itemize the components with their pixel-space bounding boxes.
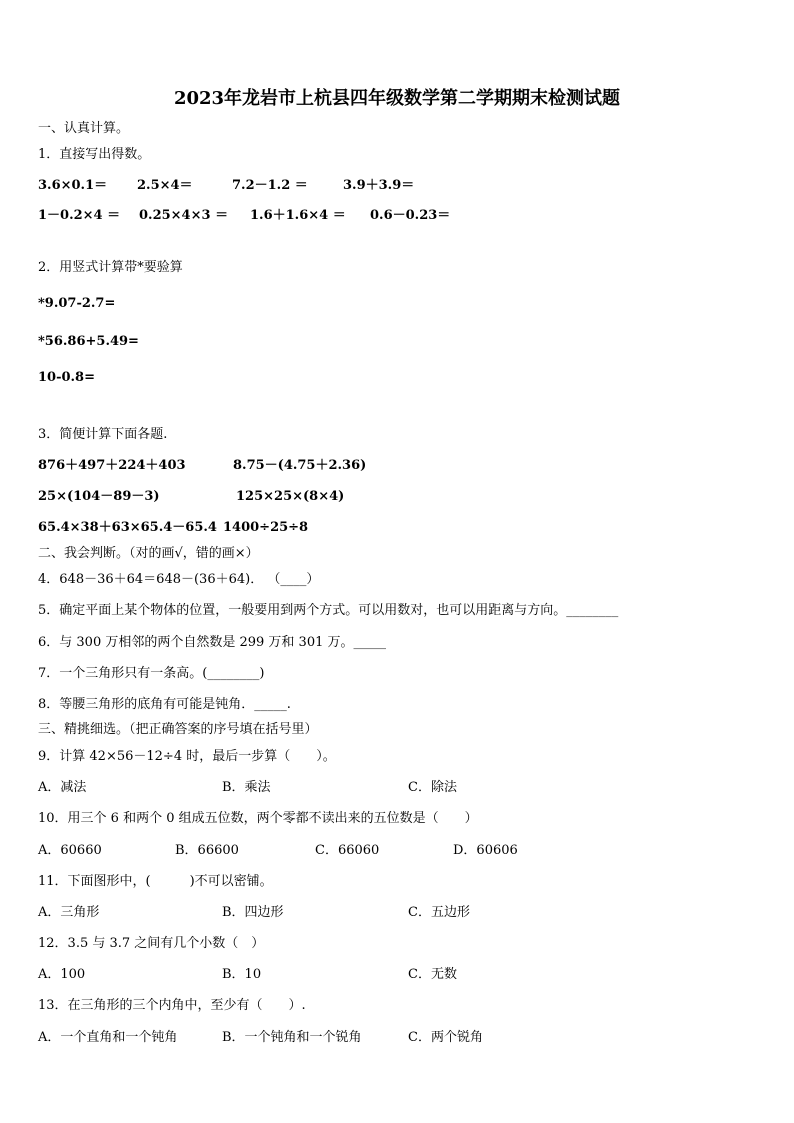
q3-item: 25×(104－89－3) bbox=[38, 489, 160, 504]
q9-option: B．乘法 bbox=[222, 780, 271, 795]
q1-item: 1.6＋1.6×4 ＝ bbox=[250, 208, 346, 223]
section-heading-1: 一、认真计算。 bbox=[38, 121, 130, 136]
question-8: 8．等腰三角形的底角有可能是钝角．_____. bbox=[38, 697, 291, 712]
q1-item: 3.9＋3.9＝ bbox=[343, 178, 415, 193]
question-13-stem: 13．在三角形的三个内角中，至少有（ ）. bbox=[38, 998, 306, 1013]
q1-item: 2.5×4＝ bbox=[137, 178, 193, 193]
q3-item: 8.75－(4.75＋2.36) bbox=[233, 458, 367, 473]
q3-item: 125×25×(8×4) bbox=[236, 489, 345, 504]
q9-option: C．除法 bbox=[408, 780, 457, 795]
q13-option: B．一个钝角和一个锐角 bbox=[222, 1030, 362, 1045]
q12-option: A．100 bbox=[38, 967, 86, 982]
q13-option: C．两个锐角 bbox=[408, 1030, 483, 1045]
q11-option: A．三角形 bbox=[38, 905, 100, 920]
question-10-stem: 10．用三个 6 和两个 0 组成五位数，两个零都不读出来的五位数是（ ） bbox=[38, 811, 478, 826]
q13-option: A．一个直角和一个钝角 bbox=[38, 1030, 178, 1045]
q3-item: 876＋497＋224＋403 bbox=[38, 458, 186, 473]
q12-option: B．10 bbox=[222, 967, 262, 982]
q3-item: 1400÷25÷8 bbox=[223, 520, 309, 535]
question-7: 7．一个三角形只有一条高。(________) bbox=[38, 666, 265, 681]
q10-option: B．66600 bbox=[175, 843, 239, 858]
q1-item: 0.6－0.23＝ bbox=[370, 208, 451, 223]
q1-item: 0.25×4×3 ＝ bbox=[139, 208, 229, 223]
question-12-stem: 12．3.5 与 3.7 之间有几个小数（ ） bbox=[38, 936, 265, 951]
question-2-stem: 2．用竖式计算带*要验算 bbox=[38, 260, 183, 275]
section-heading-3: 三、精挑细选。（把正确答案的序号填在括号里） bbox=[38, 722, 318, 737]
question-6: 6．与 300 万相邻的两个自然数是 299 万和 301 万。_____ bbox=[38, 635, 387, 650]
section-heading-2: 二、我会判断。（对的画√，错的画×） bbox=[38, 546, 259, 561]
question-5: 5．确定平面上某个物体的位置，一般要用到两个方式。可以用数对，也可以用距离与方向。________ bbox=[38, 603, 619, 618]
q11-option: B．四边形 bbox=[222, 905, 284, 920]
q3-item: 65.4×38＋63×65.4－65.4 bbox=[38, 520, 217, 535]
q9-option: A．减法 bbox=[38, 780, 87, 795]
q2-item: *56.86+5.49= bbox=[38, 334, 139, 349]
q10-option: C．66060 bbox=[315, 843, 380, 858]
question-1-stem: 1．直接写出得数。 bbox=[38, 147, 151, 162]
q1-item: 7.2－1.2 ＝ bbox=[232, 178, 308, 193]
q2-item: *9.07-2.7= bbox=[38, 296, 116, 311]
question-4: 4．648－36＋64＝648－(36＋64)． （____） bbox=[38, 572, 320, 587]
question-3-stem: 3．简便计算下面各题. bbox=[38, 427, 168, 442]
q2-item: 10-0.8= bbox=[38, 370, 95, 385]
q12-option: C．无数 bbox=[408, 967, 457, 982]
question-11-stem: 11．下面图形中，( )不可以密铺。 bbox=[38, 874, 273, 889]
q10-option: D．60606 bbox=[453, 843, 518, 858]
q1-item: 1－0.2×4 ＝ bbox=[38, 208, 121, 223]
question-9-stem: 9．计算 42×56－12÷4 时，最后一步算（ ）。 bbox=[38, 749, 336, 764]
q10-option: A．60660 bbox=[38, 843, 102, 858]
q1-item: 3.6×0.1＝ bbox=[38, 178, 108, 193]
page-title: 2023年龙岩市上杭县四年级数学第二学期期末检测试题 bbox=[173, 88, 621, 109]
q11-option: C．五边形 bbox=[408, 905, 470, 920]
